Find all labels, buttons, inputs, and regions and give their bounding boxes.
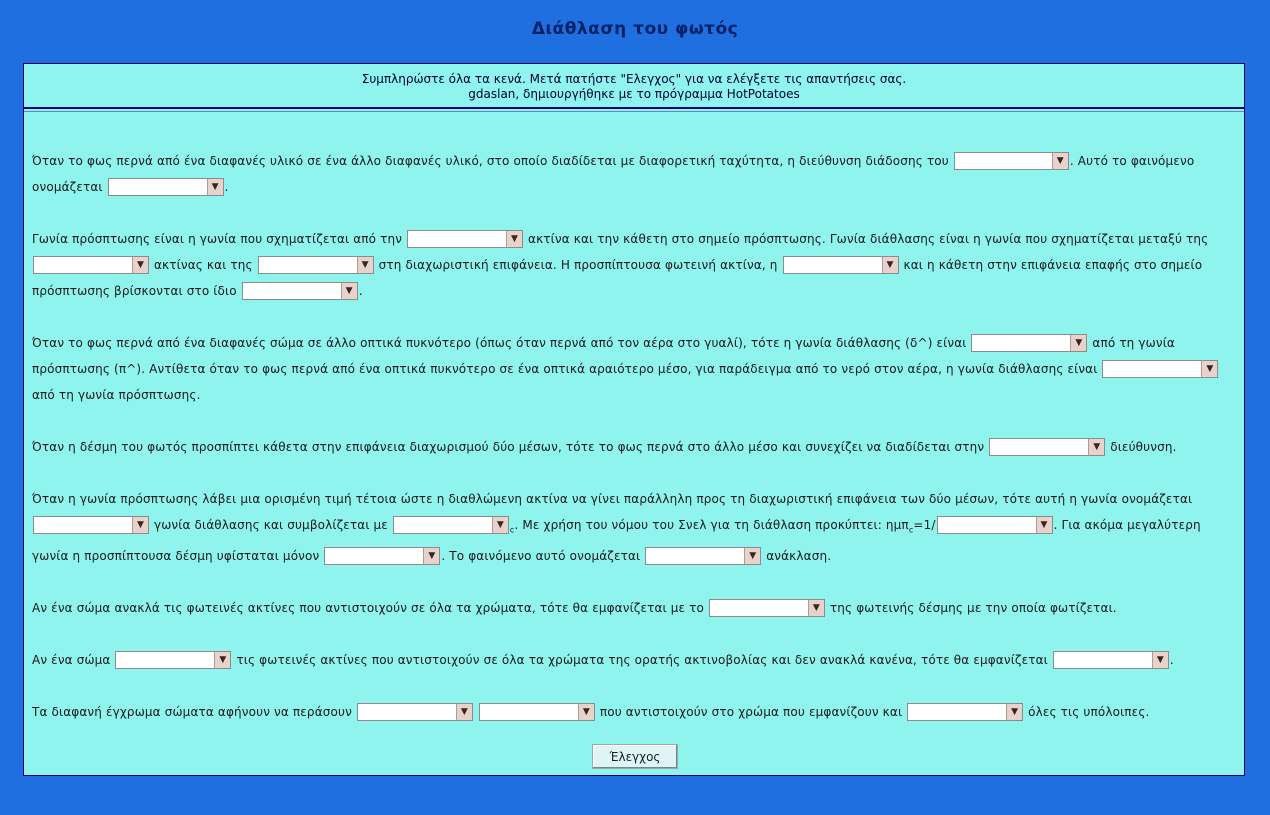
gap-5-5-dropdown[interactable] [645,547,761,565]
gap-2-4-dropdown[interactable] [783,256,899,274]
question-text: . [1169,653,1174,668]
question-text: Αν ένα σώμα [32,653,111,668]
gap-7-1-dropdown[interactable] [115,651,231,669]
exercise-header [24,64,1244,109]
question-3 [32,330,1238,408]
question-text: Τα διαφανή έγχρωμα σώματα αφήνουν να περάσουν [32,705,352,720]
chevron-down-icon[interactable]: ▼ [341,283,357,299]
chevron-down-icon[interactable]: ▼ [214,652,230,668]
question-text: . Για ακόμα μεγαλύτερη γωνία η προσπίπτουσα δέσμη υφίσταται μόνον [32,518,1201,564]
chevron-down-icon[interactable]: ▼ [1006,704,1022,720]
subscript-c: c [509,525,515,535]
chevron-down-icon[interactable]: ▼ [492,517,508,533]
chevron-down-icon[interactable]: ▼ [1152,652,1168,668]
question-text: όλες τις υπόλοιπες. [1028,705,1150,720]
question-text: . [224,180,229,194]
gap-4-1-dropdown[interactable] [989,438,1105,456]
page-title: Διάθλαση του φωτός [531,19,739,39]
gap-2-3-dropdown[interactable] [258,256,374,274]
chevron-down-icon[interactable]: ▼ [1201,361,1217,377]
question-text: τις φωτεινές ακτίνες που αντιστοιχούν σε όλα τα χρώματα της ορατής ακτινοβολίας και δεν ανακλά κανένα, τότε θα εμφανίζεται [236,653,1048,668]
question-6 [32,595,1238,621]
instructions-text: Συμπληρώστε όλα τα κενά. Μετά πατήστε "Ελεγχος" για να ελέγξετε τις απαντήσεις σας. [361,72,907,86]
question-text: Όταν το φως περνά από ένα διαφανές υλικό σε ένα άλλο διαφανές υλικό, στο οποίο διαδίδεται με διαφορετική ταχύτητα, η διεύθυνση διάδοσης του [32,154,949,168]
gap-1-1-dropdown[interactable] [954,152,1069,170]
question-2 [32,226,1238,304]
chevron-down-icon[interactable]: ▼ [456,704,472,720]
question-text: . [358,284,363,298]
credits-text: gdaslan, δημιουργήθηκε με το πρόγραμμα HotPotatoes [468,87,800,101]
question-text: Όταν η γωνία πρόσπτωσης λάβει μια ορισμένη τιμή τέτοια ώστε η διαθλώμενη ακτίνα να γίνει παράλληλη προς τη διαχωριστική επιφάνεια των δύο μέσων, τότε αυτή η γωνία ονομάζεται [32,492,1193,506]
question-text: Όταν το φως περνά από ένα διαφανές σώμα σε άλλο οπτικά πυκνότερο (όπως όταν περνά από τον αέρα στο γυαλί), τότε η γωνία διάθλασης (δ^) είναι [32,336,967,350]
question-text: Αν ένα σώμα ανακλά τις φωτεινές ακτίνες που αντιστοιχούν σε όλα τα χρώματα, τότε θα εμφανίζεται με το [32,601,704,616]
chevron-down-icon[interactable]: ▼ [1052,153,1068,169]
chevron-down-icon[interactable]: ▼ [357,257,373,273]
chevron-down-icon[interactable]: ▼ [882,257,898,273]
gap-8-3-dropdown[interactable] [907,703,1023,721]
gap-1-2-dropdown[interactable] [108,178,224,196]
gap-5-4-dropdown[interactable] [324,547,440,565]
chevron-down-icon[interactable]: ▼ [506,231,522,247]
gap-3-2-dropdown[interactable] [1102,360,1218,378]
check-button[interactable]: Έλεγχος [592,744,678,769]
question-text: Γωνία πρόσπτωσης είναι η γωνία που σχηματίζεται από την [32,232,403,246]
gap-5-3-dropdown[interactable] [937,516,1053,534]
gap-5-1-dropdown[interactable] [33,516,149,534]
question-text: από τη γωνία πρόσπτωσης (π^). Αντίθετα όταν το φως περνά από ένα οπτικά πυκνότερο σε ένα οπτικά αραιότερο μέσο, για παράδειγμα από το νερό στον αέρα, η γωνία διάθλασης είναι [32,336,1175,376]
questions-area [32,148,1238,725]
question-text: ανάκλαση. [766,549,832,564]
gap-3-1-dropdown[interactable] [971,334,1087,352]
chevron-down-icon[interactable]: ▼ [744,548,760,564]
question-1 [32,148,1238,200]
gap-8-1-dropdown[interactable] [357,703,473,721]
subscript-c: c [908,525,914,535]
gap-7-2-dropdown[interactable] [1053,651,1169,669]
gap-2-2-dropdown[interactable] [33,256,149,274]
question-text: στη διαχωριστική επιφάνεια. Η προσπίπτουσα φωτεινή ακτίνα, η [378,258,778,272]
question-text: από τη γωνία πρόσπτωσης. [32,388,201,402]
question-text: που αντιστοιχούν στο χρώμα που εμφανίζουν και [599,705,903,720]
question-8 [32,699,1238,725]
chevron-down-icon[interactable]: ▼ [132,257,148,273]
question-7 [32,647,1238,673]
chevron-down-icon[interactable]: ▼ [578,704,594,720]
gap-2-1-dropdown[interactable] [407,230,523,248]
question-text: ακτίνα και την κάθετη στο σημείο πρόσπτωσης. Γωνία διάθλασης είναι η γωνία που σχηματίζεται μεταξύ της [528,232,1209,246]
exercise-frame [23,63,1245,776]
gap-6-1-dropdown[interactable] [709,599,825,617]
question-text: ακτίνας και της [153,258,253,272]
chevron-down-icon[interactable]: ▼ [1088,439,1104,455]
question-text: =1/ [913,518,936,532]
question-text: Όταν η δέσμη του φωτός προσπίπτει κάθετα στην επιφάνεια διαχωρισμού δύο μέσων, τότε το φως περνά στο άλλο μέσο και συνεχίζει να διαδίδεται στην [32,440,985,454]
chevron-down-icon[interactable]: ▼ [423,548,439,564]
chevron-down-icon[interactable]: ▼ [207,179,223,195]
chevron-down-icon[interactable]: ▼ [808,600,824,616]
gap-5-2-dropdown[interactable] [393,516,509,534]
chevron-down-icon[interactable]: ▼ [1070,335,1086,351]
chevron-down-icon[interactable]: ▼ [132,517,148,533]
question-text: . Αυτό το φαινόμενο ονομάζεται [32,154,1195,194]
gap-8-2-dropdown[interactable] [479,703,595,721]
question-text: διεύθυνση. [1110,440,1177,454]
chevron-down-icon[interactable]: ▼ [1036,517,1052,533]
question-text: της φωτεινής δέσμης με την οποία φωτίζεται. [829,601,1117,616]
question-5 [32,486,1238,569]
question-4 [32,434,1238,460]
question-text: . Το φαινόμενο αυτό ονομάζεται [441,549,641,564]
question-text: γωνία διάθλασης και συμβολίζεται με [153,518,388,532]
question-text: και η κάθετη στην επιφάνεια επαφής στο σημείο πρόσπτωσης βρίσκονται στο ίδιο [32,258,1203,298]
gap-2-5-dropdown[interactable] [242,282,358,300]
question-text: . Με χρήση του νόμου του Σνελ για τη διάθλαση προκύπτει: ημπ [514,518,909,532]
header-divider [24,111,1244,112]
